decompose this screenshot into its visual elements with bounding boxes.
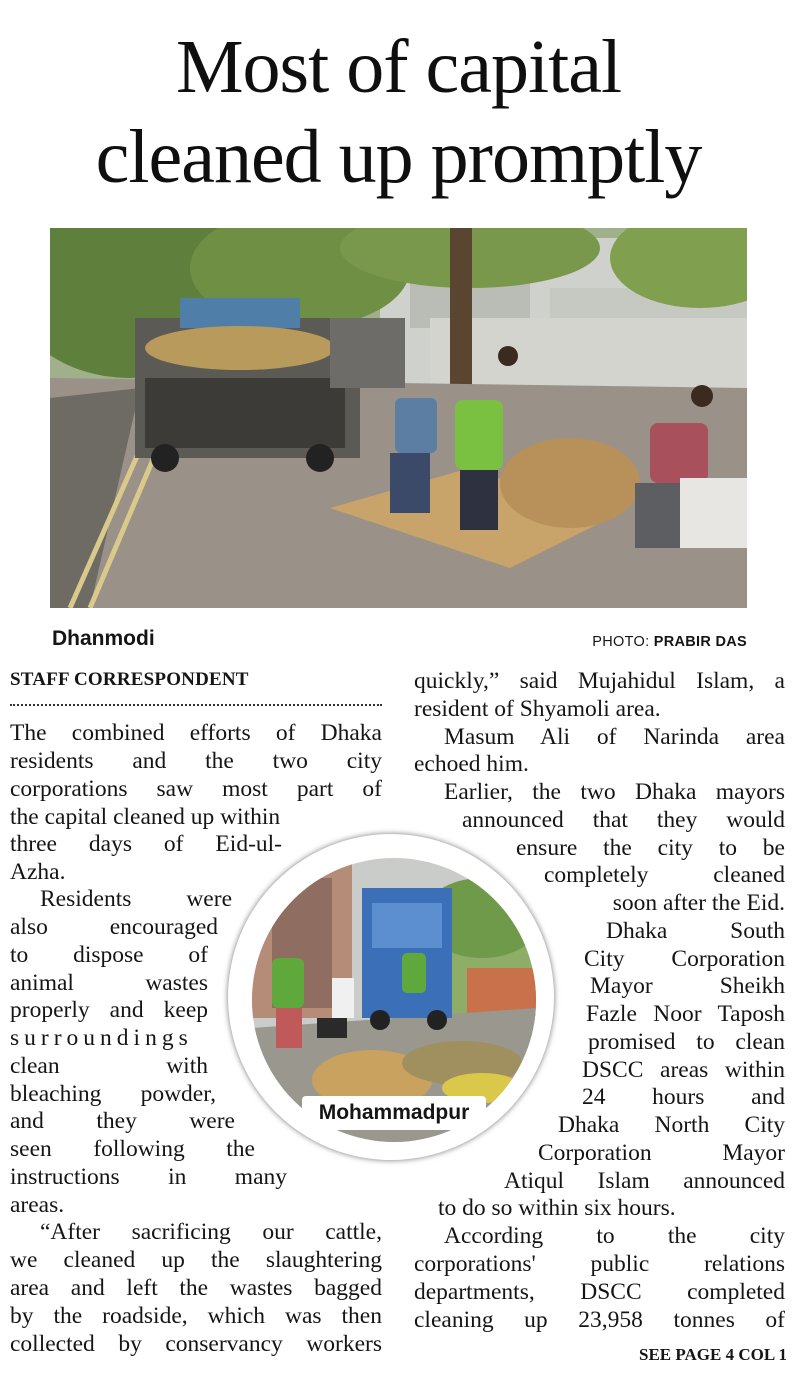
article-line: surroundings	[10, 1025, 193, 1051]
article-line: properly and keep	[10, 997, 208, 1023]
article-line: to dispose of	[10, 942, 208, 968]
article-line: three days of Eid-ul-	[10, 831, 282, 857]
article-line: Fazle Noor Taposh	[586, 1001, 785, 1027]
article-line: “After sacrificing our cattle,	[40, 1219, 382, 1245]
article-line: seen following the	[10, 1136, 255, 1162]
article-line: completely cleaned	[544, 862, 785, 888]
article-line: announced that they would	[462, 807, 785, 833]
article-line: cleaning up 23,958 tonnes of	[414, 1307, 785, 1333]
article-line: corporations saw most part of	[10, 776, 382, 802]
article-line: According to the city	[444, 1223, 785, 1249]
article-line: departments, DSCC completed	[414, 1279, 785, 1305]
article-line: collected by conservancy workers	[10, 1331, 382, 1357]
photo-caption-location: Dhanmodi	[52, 627, 155, 650]
article-line: echoed him.	[414, 751, 529, 777]
photo-credit-label: PHOTO:	[592, 634, 650, 650]
article-line: ensure the city to be	[516, 835, 785, 861]
article-line: resident of Shyamoli area.	[414, 696, 661, 722]
article-line: the capital cleaned up within	[10, 804, 281, 830]
continuation-line: SEE PAGE 4 COL 1	[639, 1345, 787, 1364]
main-photo	[50, 228, 747, 608]
article-line: Earlier, the two Dhaka mayors	[444, 779, 785, 805]
byline: STAFF CORRESPONDENT	[10, 669, 249, 690]
article-line: corporations' public relations	[414, 1251, 785, 1277]
article-line: instructions in many	[10, 1164, 287, 1190]
article-line: by the roadside, which was then	[10, 1303, 382, 1329]
article-line: we cleaned up the slaughtering	[10, 1247, 382, 1273]
article-line: and they were	[10, 1108, 235, 1134]
article-line: Azha.	[10, 859, 66, 885]
inset-photo-caption: Mohammadpur	[302, 1096, 486, 1130]
article-line: promised to clean	[588, 1029, 785, 1055]
article-line: Residents were	[40, 886, 232, 912]
article-line: area and left the wastes bagged	[10, 1275, 382, 1301]
article-line: residents and the two city	[10, 748, 382, 774]
article-line: Atiqul Islam announced	[504, 1168, 785, 1194]
dotted-rule	[10, 704, 382, 706]
article-line: quickly,” said Mujahidul Islam, a	[414, 668, 785, 694]
headline-line-1: Most of capital	[175, 25, 622, 109]
article-line: 24 hours and	[582, 1084, 785, 1110]
article-line: Masum Ali of Narinda area	[444, 724, 785, 750]
article-line: City Corporation	[584, 946, 785, 972]
headline	[0, 22, 797, 202]
photo-credit-name: PRABIR DAS	[653, 634, 747, 650]
article-line: also encouraged	[10, 914, 218, 940]
headline-line-2: cleaned up promptly	[95, 115, 702, 199]
article-line: to do so within six hours.	[438, 1195, 676, 1221]
street-cleanup-photo	[50, 228, 747, 608]
article-line: Dhaka South	[606, 918, 785, 944]
article-line: animal wastes	[10, 970, 208, 996]
article-line: bleaching powder,	[10, 1081, 216, 1107]
article-line: areas.	[10, 1192, 65, 1218]
article-line: soon after the Eid.	[612, 890, 785, 916]
photo-credit	[592, 633, 747, 651]
article-line: DSCC areas within	[582, 1057, 785, 1083]
article-line: The combined efforts of Dhaka	[10, 720, 382, 746]
article-line: Dhaka North City	[558, 1112, 785, 1138]
article-line: Corporation Mayor	[538, 1140, 785, 1166]
article-line: Mayor Sheikh	[590, 973, 785, 999]
article-line: clean with	[10, 1053, 208, 1079]
